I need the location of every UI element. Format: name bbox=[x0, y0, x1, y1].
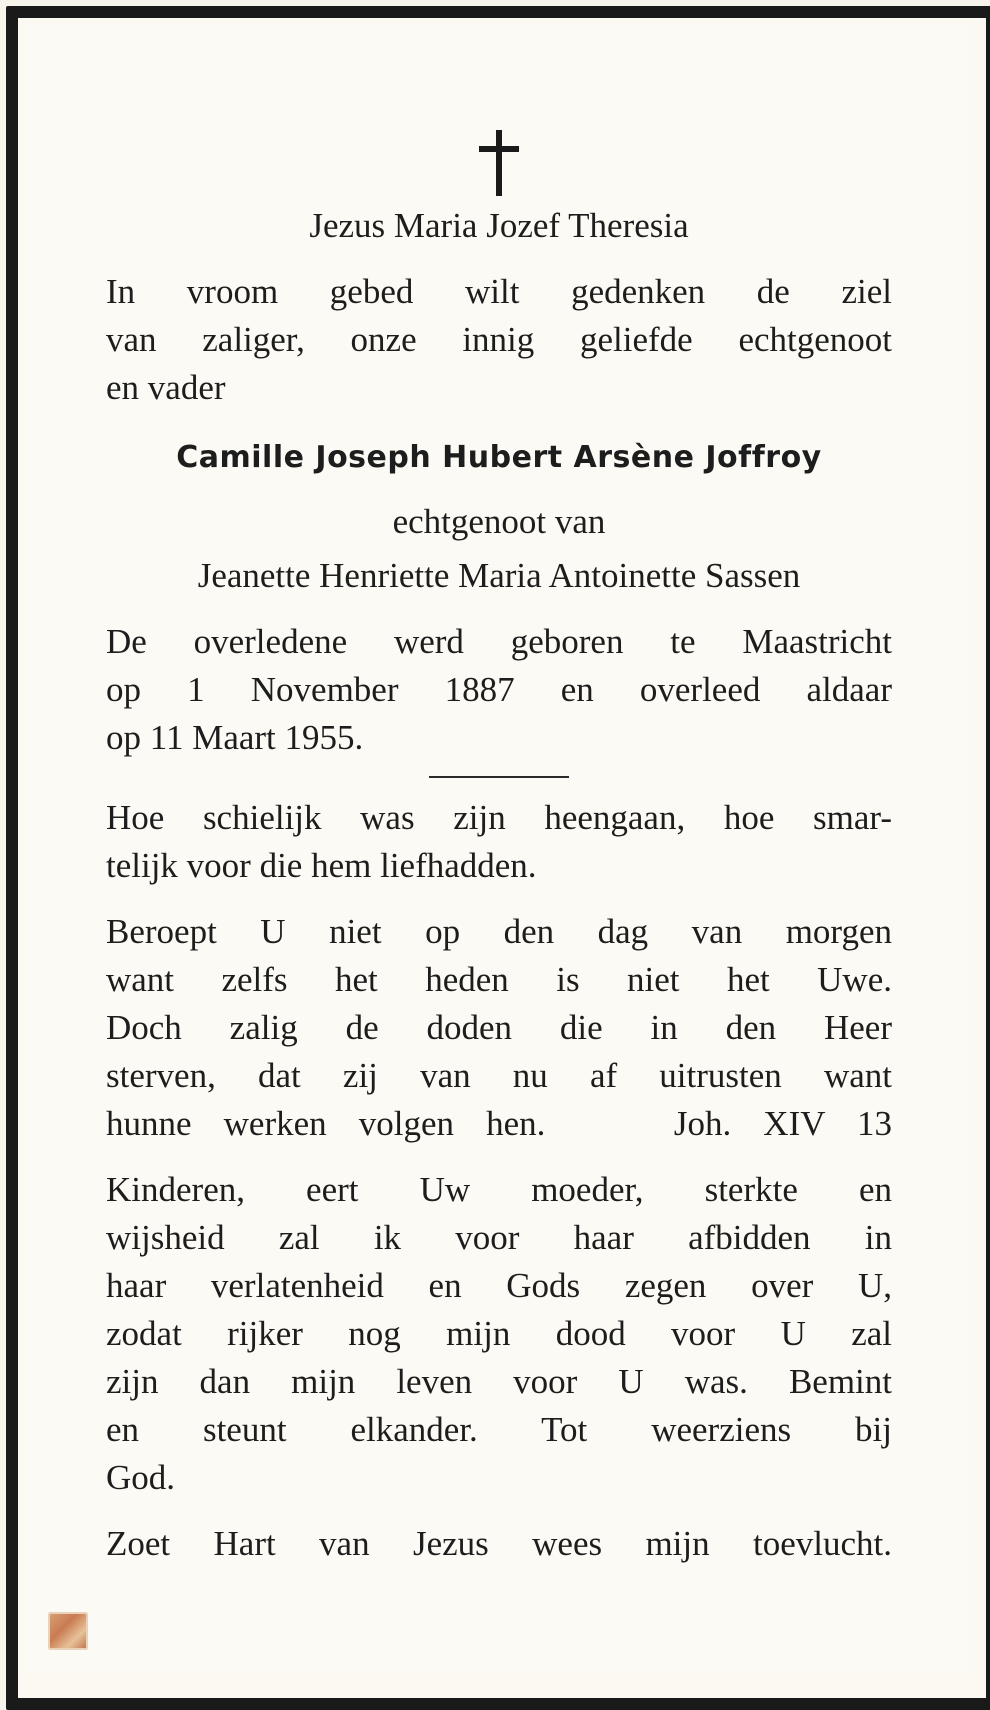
birth-death-line: De overledene werd geboren te Maastricht bbox=[106, 622, 892, 661]
verse-line: Hoe schielijk was zijn heengaan, hoe smar- bbox=[106, 798, 892, 837]
intro-line: In vroom gebed wilt gedenken de ziel bbox=[106, 272, 892, 311]
verse-line: haar verlatenheid en Gods zegen over U, bbox=[106, 1266, 892, 1305]
deceased-name: Camille Joseph Hubert Arsène Joffroy bbox=[176, 440, 822, 475]
birth-death-line: op 11 Maart 1955. bbox=[106, 718, 364, 757]
spouse-name: Jeanette Henriette Maria Antoinette Sassen bbox=[197, 556, 801, 595]
verse-2 bbox=[106, 908, 892, 1148]
verse-line: zijn dan mijn leven voor U was. Bemint bbox=[106, 1362, 892, 1401]
spouse-prefix: echtgenoot van bbox=[392, 502, 606, 541]
verse-line: Doch zalig de doden die in den Heer bbox=[106, 1008, 892, 1047]
verse-line: sterven, dat zij van nu af uitrusten want bbox=[106, 1056, 892, 1095]
verse-line: Beroept U niet op den dag van morgen bbox=[106, 912, 892, 951]
divider bbox=[429, 776, 569, 778]
intro-line: van zaliger, onze innig geliefde echtgenoot bbox=[106, 320, 892, 359]
birth-death-text bbox=[106, 618, 892, 762]
birth-death-line: op 1 November 1887 en overleed aldaar bbox=[106, 670, 892, 709]
verse-line: God. bbox=[106, 1458, 176, 1497]
verse-line: en steunt elkander. Tot weerziens bij bbox=[106, 1410, 892, 1449]
closing-prayer: Zoet Hart van Jezus wees mijn toevlucht. bbox=[106, 1524, 892, 1563]
verse-line: Kinderen, eert Uw moeder, sterkte en bbox=[106, 1170, 892, 1209]
verse-line: wijsheid zal ik voor haar afbidden in bbox=[106, 1218, 892, 1257]
intro-text bbox=[106, 268, 892, 412]
verse-3 bbox=[106, 1166, 892, 1502]
cross-icon bbox=[479, 130, 519, 196]
verse-line: zodat rijker nog mijn dood voor U zal bbox=[106, 1314, 892, 1353]
seal-logo bbox=[48, 1612, 88, 1650]
verse-line: telijk voor die hem liefhadden. bbox=[106, 846, 537, 885]
verse-line: hunne werken volgen hen. Joh. XIV 13 bbox=[106, 1104, 892, 1143]
invocation: Jezus Maria Jozef Theresia bbox=[309, 206, 689, 245]
card-content bbox=[106, 120, 892, 1568]
verse-1 bbox=[106, 794, 892, 890]
verse-line: want zelfs het heden is niet het Uwe. bbox=[106, 960, 892, 999]
intro-line: en vader bbox=[106, 368, 226, 407]
